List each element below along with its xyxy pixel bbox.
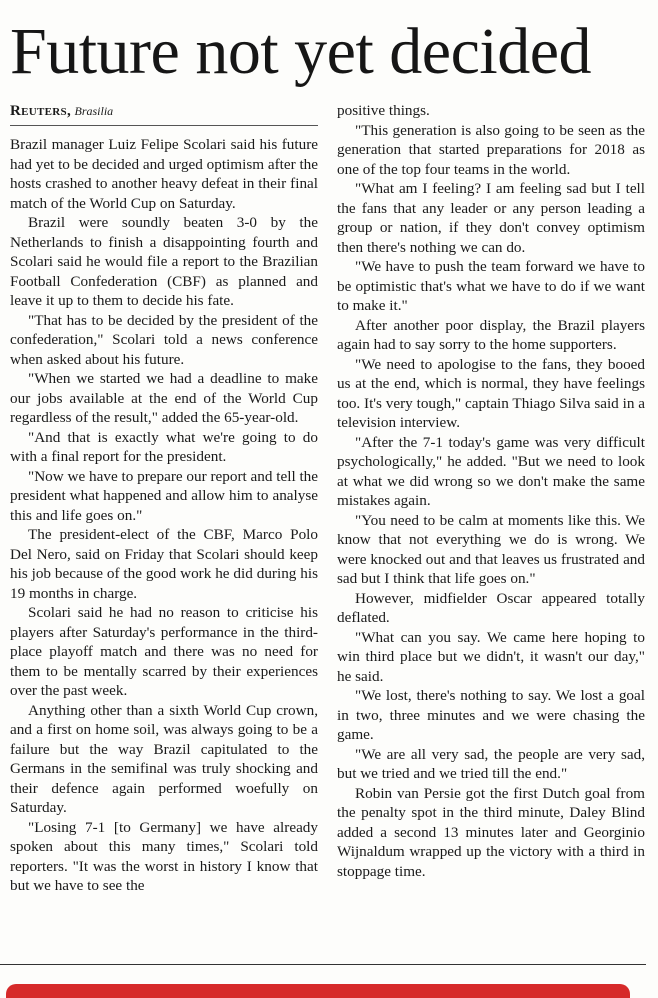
paragraph: "You need to be calm at moments like this. We know that not everything we do is wrong. We were knocked out and that leaves us frustrated and sad but I think that life goes on."	[337, 511, 645, 587]
paragraph: The president-elect of the CBF, Marco Polo Del Nero, said on Friday that Scolari should keep his job because of the good work he did during his 19 months in charge.	[10, 526, 318, 602]
paragraph: "This generation is also going to be seen as the generation that started preparations for 2018 as one of the top four teams in the world.	[337, 121, 645, 178]
article-column-2	[337, 101, 645, 881]
paragraph: Brazil were soundly beaten 3-0 by the Netherlands to finish a disappointing fourth and Scolari said he would file a report to the Brazilian Football Confederation (CBF) as planned and leave it up to them to decide his fate.	[10, 214, 318, 309]
paragraph: "What am I feeling? I am feeling sad but I tell the fans that any leader or any person leading a group or nation, if they don't convey optimism then there's nothing we can do.	[337, 180, 645, 256]
paragraph: After another poor display, the Brazil players again had to say sorry to the home supporters.	[337, 316, 645, 353]
paragraph: Brazil manager Luiz Felipe Scolari said his future had yet to be decided and urged optimism after the hosts crashed to another heavy defeat in their final match of the World Cup on Saturday.	[10, 136, 319, 212]
headline: Future not yet decided	[10, 15, 592, 88]
paragraph: "What can you say. We came here hoping to win third place but we didn't, it wasn't our day," he said.	[337, 628, 645, 685]
paragraph: Anything other than a sixth World Cup crown, and a first on home soil, was always going to be a failure but the way Brazil capitulated to the Germans in the semifinal was truly shocking and their defence again performed woefully on Saturday.	[10, 701, 318, 816]
paragraph: "Losing 7-1 [to Germany] we have already spoken about this many times," Scolari told reporters. "It was the worst in history I know that but we have to see the	[10, 818, 318, 894]
paragraph: "That has to be decided by the president of the confederation," Scolari told a news conference when asked about his future.	[10, 311, 318, 368]
paragraph: However, midfielder Oscar appeared totally deflated.	[337, 589, 645, 626]
paragraph: positive things.	[337, 102, 430, 119]
paragraph: "We are all very sad, the people are very sad, but we tried and we tried till the end."	[337, 745, 645, 782]
agency-name: Reuters,	[10, 103, 71, 119]
article-column-1	[10, 135, 318, 896]
paragraph: Scolari said he had no reason to criticise his players after Saturday's performance in the third-place playoff match and there was no need for them to be mentally scarred by their experiences over the past week.	[10, 604, 318, 699]
paragraph: "When we started we had a deadline to make our jobs available at the end of the World Cup regardless of the result," added the 65-year-old.	[10, 370, 318, 426]
next-article-banner-edge	[6, 984, 630, 998]
section-divider	[0, 964, 646, 965]
paragraph: "After the 7-1 today's game was very difficult psychologically," he added. "But we need to look at what we did wrong so we don't make the same mistakes again.	[337, 433, 645, 509]
paragraph: Robin van Persie got the first Dutch goal from the penalty spot in the third minute, Daley Blind added a second 13 minutes later and Georginio Wijnaldum wrapped up the victory with a third in stoppage time.	[337, 784, 645, 880]
byline	[10, 102, 318, 126]
dateline: Brasilia	[74, 104, 114, 118]
paragraph: "We need to apologise to the fans, they booed us at the end, which is normal, they have feelings too. It's very tough," captain Thiago Silva said in a television interview.	[337, 355, 645, 431]
paragraph: "And that is exactly what we're going to do with a final report for the president.	[10, 428, 318, 465]
paragraph: "We lost, there's nothing to say. We lost a goal in two, three minutes and we were chasing the game.	[337, 687, 645, 743]
paragraph: "We have to push the team forward we have to be optimistic that's what we have to do if we want to make it."	[337, 258, 645, 314]
paragraph: "Now we have to prepare our report and tell the president what happened and allow him to analyse this and life goes on."	[10, 467, 319, 524]
